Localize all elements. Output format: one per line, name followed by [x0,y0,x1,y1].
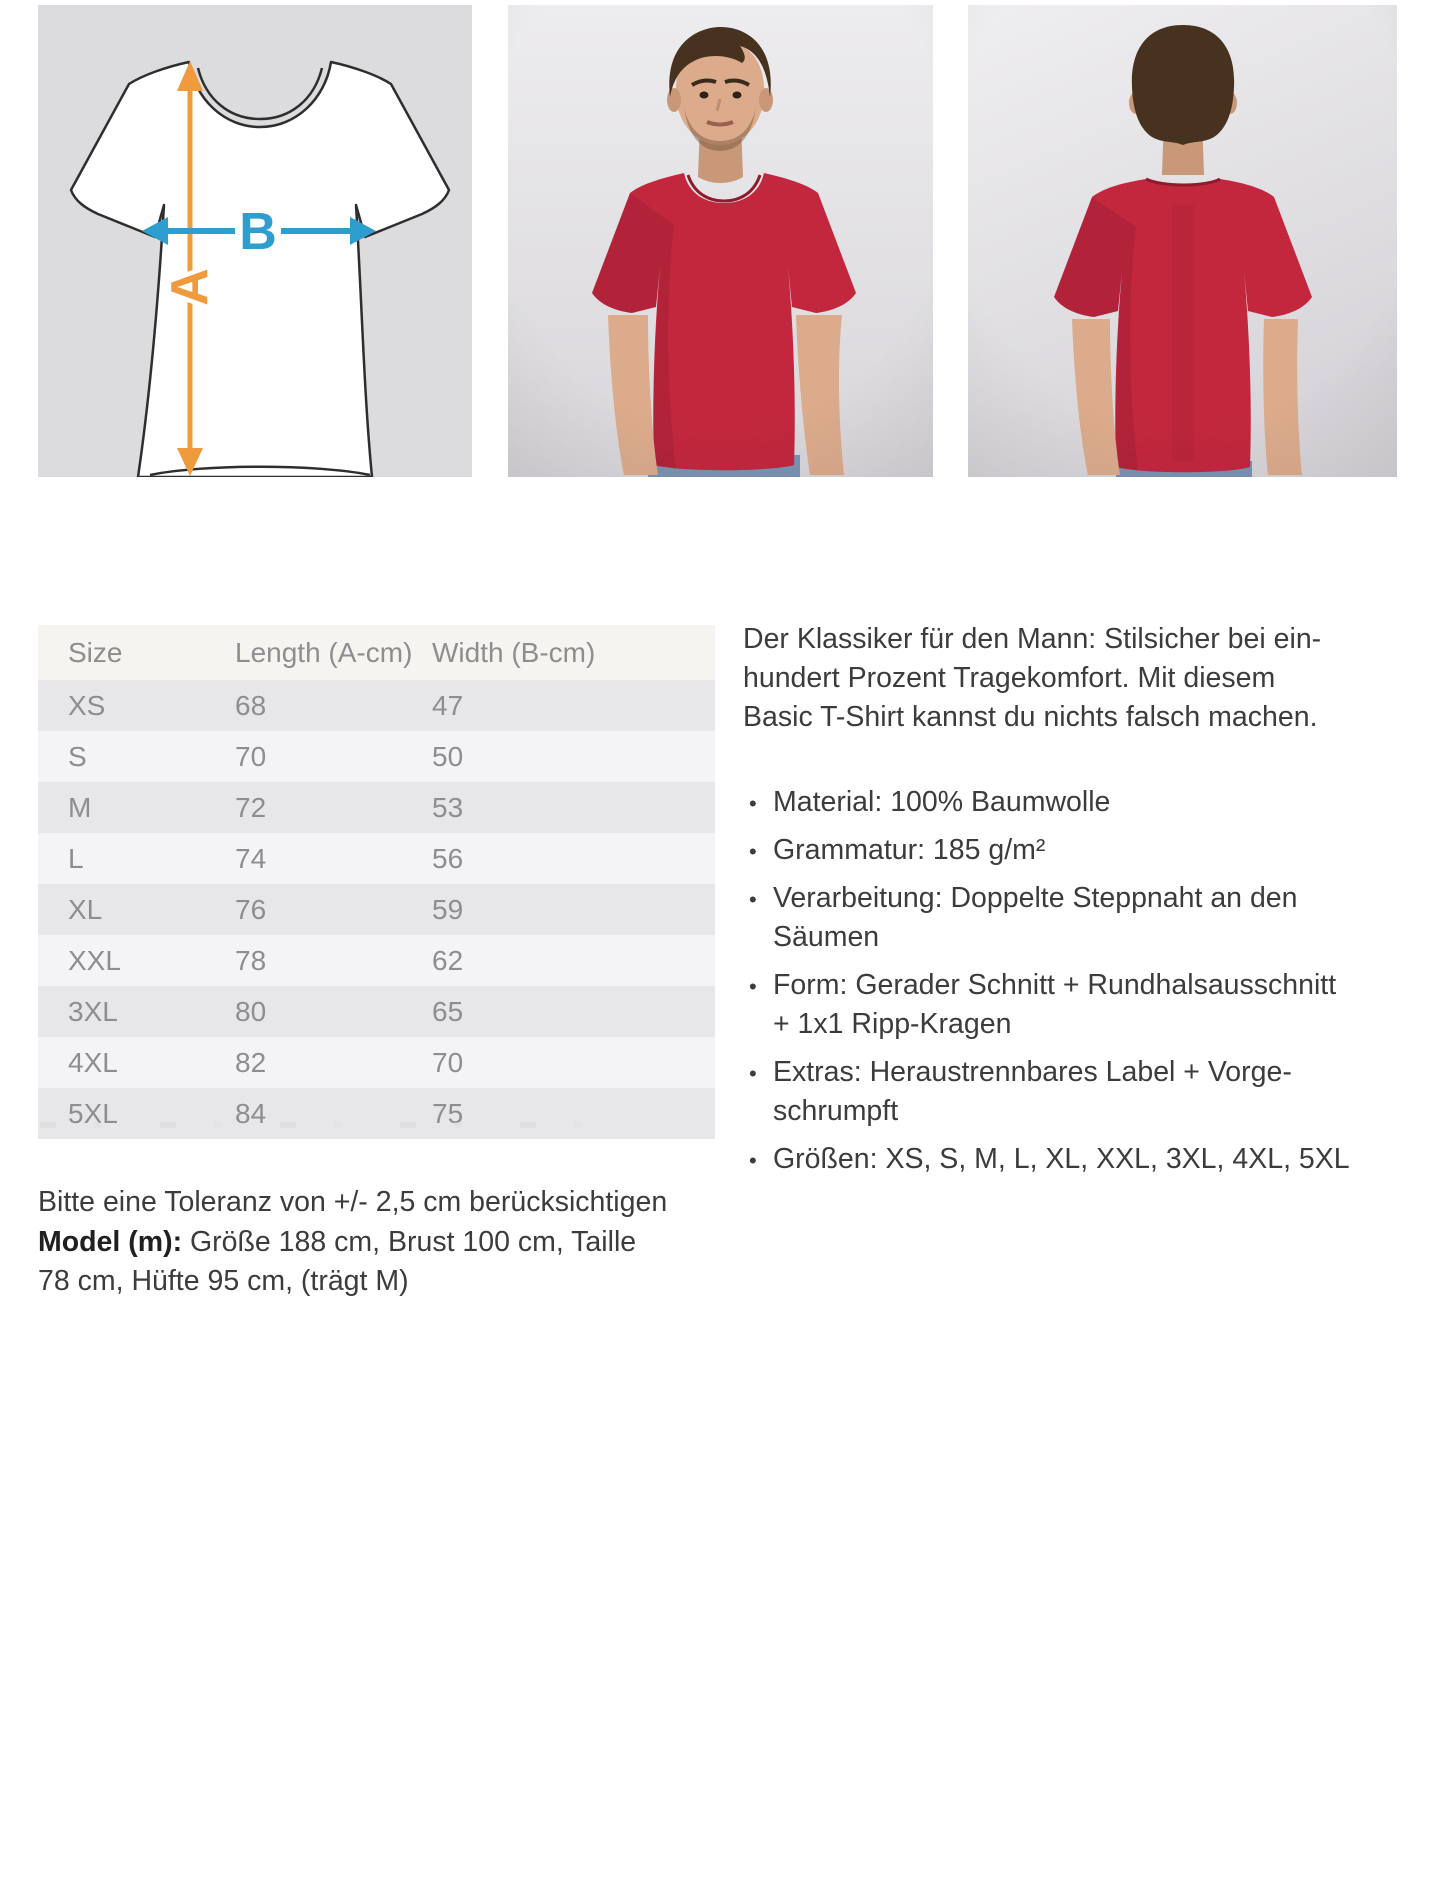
list-item: • Größen: XS, S, M, L, XL, XXL, 3XL, 4XL, 5XL [743,1140,1408,1179]
size-diagram-svg [38,5,472,477]
bullet-icon: • [749,839,757,864]
bullet-icon: • [749,1061,757,1086]
table-row: 5XL 84 75 [38,1088,715,1139]
label-b: B [239,203,277,261]
table-cropped-row-artifact [40,1122,640,1128]
table-row: 3XL 80 65 [38,986,715,1037]
photo-vignette [508,5,933,477]
bullet-icon: • [749,1148,757,1173]
product-description [743,620,1408,1188]
size-table [38,625,715,1139]
model-label: Model (m): [38,1225,183,1258]
size-diagram-image [38,5,472,477]
col-header-length: Length (A-cm) [234,625,431,680]
list-item: • Grammatur: 185 g/m² [743,831,1408,870]
list-item: • Form: Gerader Schnitt + Rundhalsausschnitt + 1x1 Ripp-Kragen [749,969,1337,1040]
bullet-icon: • [749,887,757,912]
bullet-icon: • [749,974,757,999]
photo-vignette [968,5,1397,477]
label-a: A [161,268,219,306]
table-row: 4XL 82 70 [38,1037,715,1088]
feature-list [743,783,1408,1179]
tolerance-note: Bitte eine Toleranz von +/- 2,5 cm berücksichtigen [38,1186,668,1218]
table-row: M 72 53 [38,782,715,833]
list-item: • Material: 100% Baumwolle [743,783,1408,822]
col-header-size: Size [38,625,234,680]
model-back-svg [968,5,1397,477]
list-item: • Extras: Heraustrennbares Label + Vorge- schrumpft [749,1056,1292,1127]
model-measurements [38,1223,667,1263]
measurement-notes [38,1183,667,1302]
table-row: XS 68 47 [38,680,715,731]
intro-line: hundert Prozent Tragekomfort. Mit diesem [743,662,1276,694]
model-front-svg [508,5,933,477]
intro-line: Der Klassiker für den Mann: Stilsicher bei ein- [743,623,1322,655]
model-front-photo [508,5,933,477]
table-row: S 70 50 [38,731,715,782]
model-measurements-line2: 78 cm, Hüfte 95 cm, (trägt M) [38,1265,409,1297]
table-row: XXL 78 62 [38,935,715,986]
col-header-width: Width (B-cm) [431,625,715,680]
bullet-icon: • [749,791,757,816]
size-table-header-row [38,625,715,680]
model-back-photo [968,5,1397,477]
list-item: • Verarbeitung: Doppelte Steppnaht an den Säumen [749,882,1298,953]
intro-line: Basic T-Shirt kannst du nichts falsch machen. [743,701,1318,733]
table-row: L 74 56 [38,833,715,884]
model-measurements-text: Größe 188 cm, Brust 100 cm, Taille [189,1225,637,1258]
description-intro [743,620,1408,737]
table-row: XL 76 59 [38,884,715,935]
